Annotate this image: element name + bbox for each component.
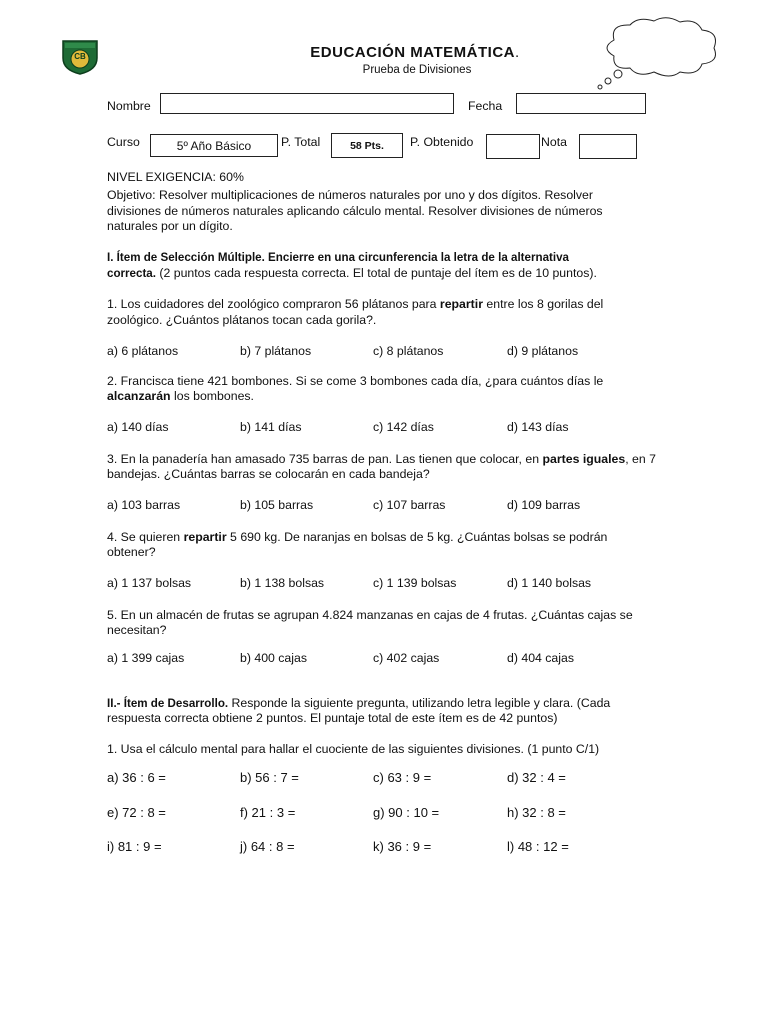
question-5-line-1: 5. En un almacén de frutas se agrupan 4.824 manzanas en cajas de 4 frutas. ¿Cuántas cajas se [107, 608, 633, 622]
title-text: EDUCACIÓN MATEMÁTICA [310, 44, 516, 61]
q4-option-c[interactable]: c) 1 139 bolsas [373, 576, 457, 590]
q4-text: 4. Se quieren [107, 530, 184, 544]
section2-heading-line-2: respuesta correcta obtiene 2 puntos. El puntaje total de este ítem es de 42 puntos) [107, 711, 558, 725]
section1-heading-line-2 [107, 266, 597, 282]
q1-option-d[interactable]: d) 9 plátanos [507, 344, 579, 358]
q1-text: 1. Los cuidadores del zoológico compraron 56 plátanos para [107, 297, 440, 311]
division-j[interactable]: j) 64 : 8 = [240, 839, 295, 854]
curso-label: Curso [107, 135, 140, 149]
q2-option-b[interactable]: b) 141 días [240, 420, 302, 434]
q4-text-end: 5 690 kg. De naranjas en bolsas de 5 kg. ¿Cuántas bolsas se podrán [226, 530, 608, 544]
division-i[interactable]: i) 81 : 9 = [107, 839, 162, 854]
q3-text-end: , en 7 [625, 452, 656, 466]
fecha-label: Fecha [468, 99, 503, 113]
q5-option-c[interactable]: c) 402 cajas [373, 651, 440, 665]
page-title [0, 44, 768, 61]
q4-option-a[interactable]: a) 1 137 bolsas [107, 576, 192, 590]
nota-field[interactable] [579, 134, 637, 159]
section1-heading-line-1: I. Ítem de Selección Múltiple. Encierre en una circunferencia la letra de la alternativa [107, 251, 569, 264]
question-2-line-1: 2. Francisca tiene 421 bombones. Si se come 3 bombones cada día, ¿para cuántos días le [107, 374, 604, 388]
section2-question-1: 1. Usa el cálculo mental para hallar el cuociente de las siguientes divisiones. (1 punto C/1) [107, 742, 600, 756]
q2-option-a[interactable]: a) 140 días [107, 420, 169, 434]
division-g[interactable]: g) 90 : 10 = [373, 805, 440, 820]
question-2-line-2 [107, 389, 254, 405]
question-1-line-2: zoológico. ¿Cuántos plátanos tocan cada gorila?. [107, 313, 377, 327]
division-c[interactable]: c) 63 : 9 = [373, 770, 432, 785]
ptotal-label: P. Total [281, 135, 321, 149]
q4-option-d[interactable]: d) 1 140 bolsas [507, 576, 592, 590]
objetivo-line-3: naturales por un dígito. [107, 219, 233, 233]
q1-bold: repartir [439, 297, 483, 311]
question-5-line-2: necesitan? [107, 623, 167, 637]
q5-option-a[interactable]: a) 1 399 cajas [107, 651, 185, 665]
division-k[interactable]: k) 36 : 9 = [373, 839, 432, 854]
division-d[interactable]: d) 32 : 4 = [507, 770, 566, 785]
objetivo-line-2: divisiones de números naturales aplicando cálculo mental. Resolver divisiones de números [107, 204, 603, 218]
q1-option-c[interactable]: c) 8 plátanos [373, 344, 444, 358]
q1-text-end: entre los 8 gorilas del [482, 297, 604, 311]
section2-heading-line-1 [107, 696, 610, 712]
question-1-line-1 [107, 297, 603, 313]
curso-field[interactable] [150, 134, 278, 157]
q3-option-d[interactable]: d) 109 barras [507, 498, 581, 512]
q3-text: 3. En la panadería han amasado 735 barras de pan. Las tienen que colocar, en [107, 452, 543, 466]
division-f[interactable]: f) 21 : 3 = [240, 805, 296, 820]
fecha-field[interactable] [516, 93, 646, 114]
pobtenido-label: P. Obtenido [410, 135, 474, 149]
ptotal-field[interactable] [331, 133, 403, 158]
nivel-exigencia: NIVEL EXIGENCIA: 60% [107, 170, 244, 184]
q2-bold: alcanzarán [107, 389, 171, 403]
question-3-line-1 [107, 452, 656, 468]
question-3-line-2: bandejas. ¿Cuántas barras se colocarán en cada bandeja? [107, 467, 430, 481]
nota-label: Nota [541, 135, 567, 149]
section1-heading-rest: (2 puntos cada respuesta correcta. El total de puntaje del ítem es de 10 puntos). [155, 266, 597, 280]
pobtenido-field[interactable] [486, 134, 540, 159]
objetivo-line-1: Objetivo: Resolver multiplicaciones de números naturales por uno y dos dígitos. Resolver [107, 188, 593, 202]
division-e[interactable]: e) 72 : 8 = [107, 805, 166, 820]
ptotal-value: 58 Pts. [350, 139, 384, 152]
curso-value: 5º Año Básico [176, 138, 252, 153]
q3-option-b[interactable]: b) 105 barras [240, 498, 314, 512]
title-dot: . [515, 44, 520, 61]
division-l[interactable]: l) 48 : 12 = [507, 839, 569, 854]
q1-option-b[interactable]: b) 7 plátanos [240, 344, 312, 358]
question-4-line-1 [107, 530, 607, 546]
q3-option-a[interactable]: a) 103 barras [107, 498, 181, 512]
q1-option-a[interactable]: a) 6 plátanos [107, 344, 179, 358]
q5-option-d[interactable]: d) 404 cajas [507, 651, 574, 665]
nombre-field[interactable] [160, 93, 454, 114]
section2-heading-rest: Responde la siguiente pregunta, utilizando letra legible y clara. (Cada [228, 696, 611, 710]
division-h[interactable]: h) 32 : 8 = [507, 805, 566, 820]
division-a[interactable]: a) 36 : 6 = [107, 770, 166, 785]
division-b[interactable]: b) 56 : 7 = [240, 770, 299, 785]
nombre-label: Nombre [107, 99, 151, 113]
q2-text-end: los bombones. [170, 389, 254, 403]
logo-text: CB [74, 52, 86, 61]
q2-option-d[interactable]: d) 143 días [507, 420, 569, 434]
q3-option-c[interactable]: c) 107 barras [373, 498, 446, 512]
question-4-line-2: obtener? [107, 545, 156, 559]
q2-option-c[interactable]: c) 142 días [373, 420, 434, 434]
section2-heading-bold: II.- Ítem de Desarrollo. [107, 697, 229, 710]
q4-option-b[interactable]: b) 1 138 bolsas [240, 576, 325, 590]
page-subtitle: Prueba de Divisiones [362, 64, 472, 76]
q4-bold: repartir [183, 530, 227, 544]
q5-option-b[interactable]: b) 400 cajas [240, 651, 307, 665]
q3-bold: partes iguales [542, 452, 626, 466]
section1-heading-bold: correcta. [107, 267, 156, 280]
